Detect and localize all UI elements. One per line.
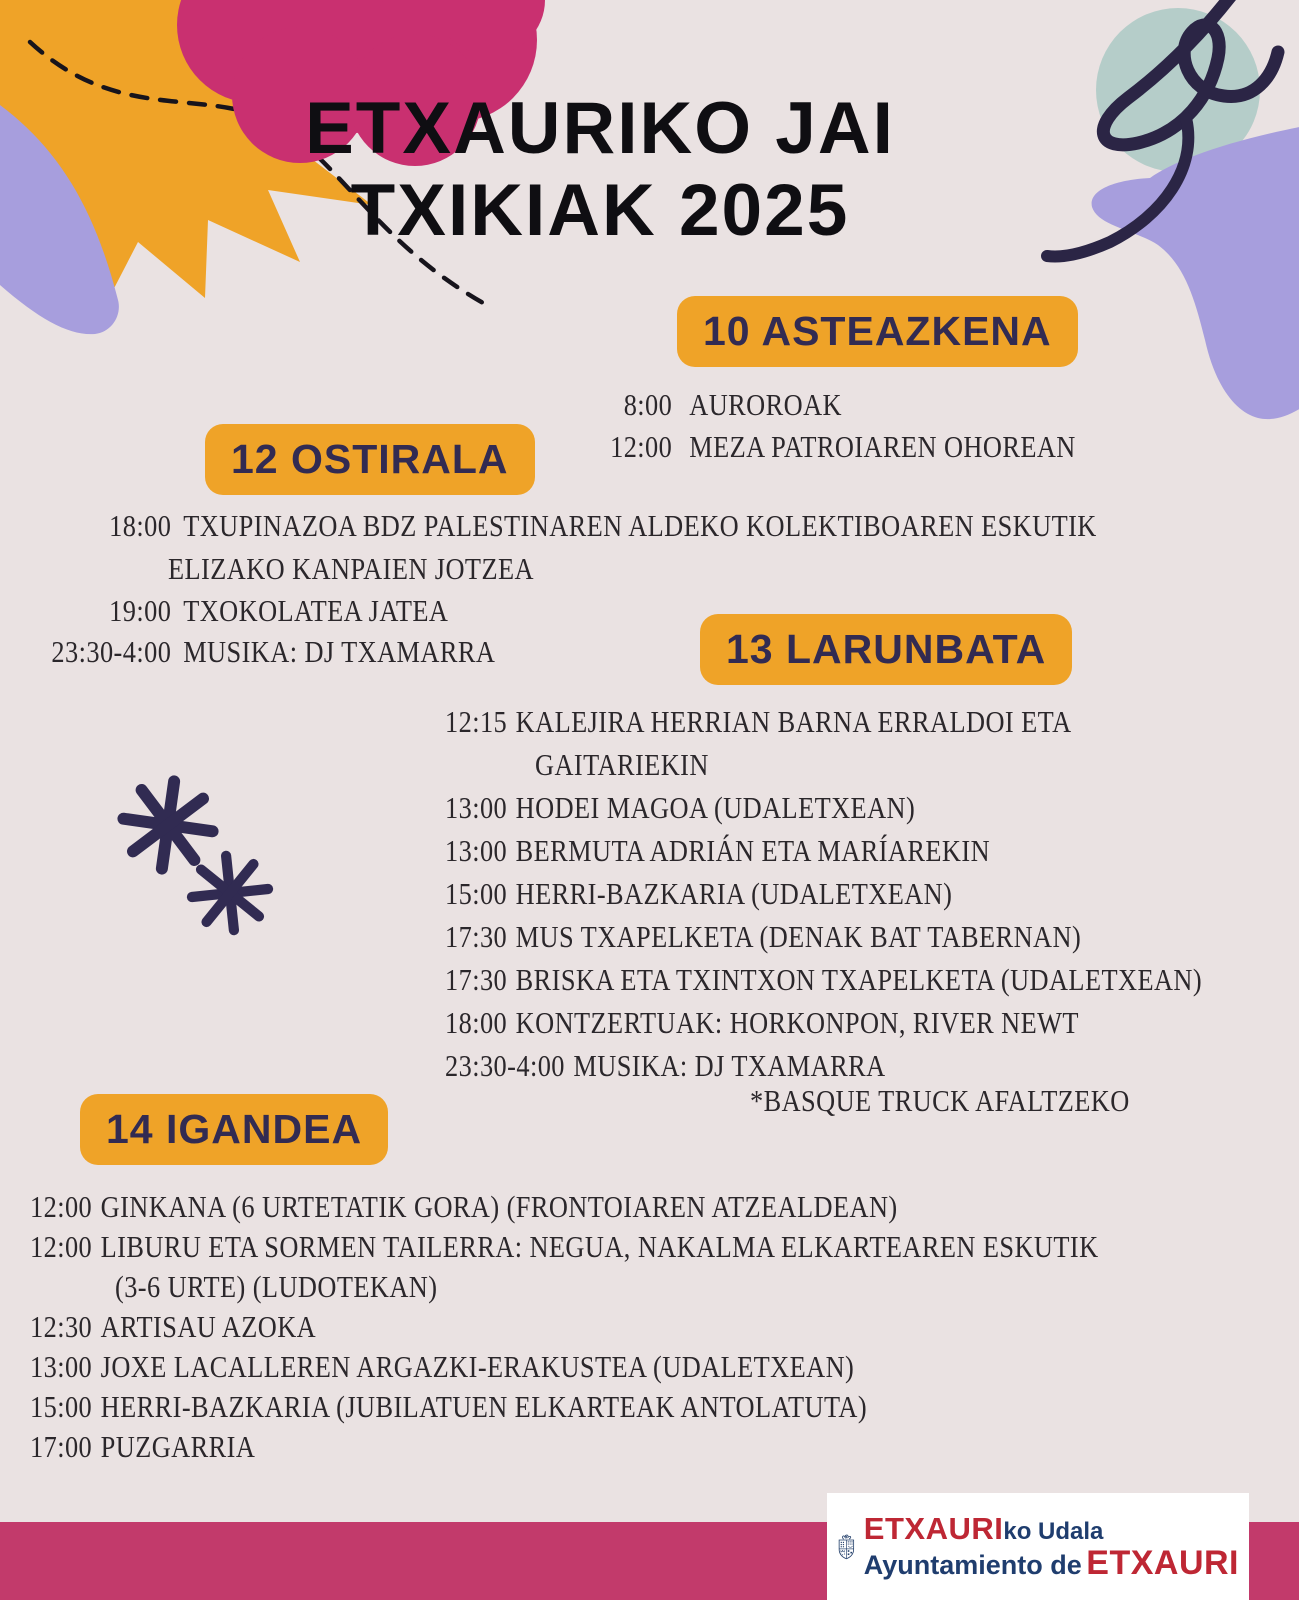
event-time: 18:00 xyxy=(109,508,172,543)
event-label: (3-6 URTE) (LUDOTEKAN) xyxy=(115,1269,438,1304)
logo-suffix-basque: ko Udala xyxy=(1003,1518,1104,1545)
event-label: MUSIKA: DJ TXAMARRA xyxy=(573,1048,886,1083)
event-label: BRISKA ETA TXINTXON TXAPELKETA (UDALETXEAN) xyxy=(515,962,1203,997)
poster-title-line2: TXIKIAK 2025 xyxy=(350,169,850,251)
event-label: ARTISAU AZOKA xyxy=(100,1309,317,1344)
event-label: BERMUTA ADRIÁN ETA MARÍAREKIN xyxy=(515,833,991,868)
event-time: 17:00 xyxy=(30,1429,93,1464)
event-row xyxy=(445,1047,886,1084)
municipality-logo xyxy=(827,1493,1249,1600)
event-label: ELIZAKO KANPAIEN JOTZEA xyxy=(168,551,534,586)
event-row xyxy=(30,1308,316,1345)
event-row-continuation xyxy=(115,1268,437,1305)
event-label: MEZA PATROIAREN OHOREAN xyxy=(689,429,1076,464)
event-time: 8:00 xyxy=(623,387,673,422)
event-time: 12:00 xyxy=(30,1189,93,1224)
event-label: HERRI-BAZKARIA (JUBILATUEN ELKARTEAK ANTOLATUTA) xyxy=(100,1389,868,1424)
event-row xyxy=(445,875,952,912)
event-row-note xyxy=(750,1082,1130,1119)
event-label: *BASQUE TRUCK AFALTZEKO xyxy=(750,1083,1130,1118)
event-row xyxy=(445,703,1072,740)
event-label: HERRI-BAZKARIA (UDALETXEAN) xyxy=(515,876,953,911)
event-label: TXUPINAZOA BDZ PALESTINAREN ALDEKO KOLEKTIBOAREN ESKUTIK xyxy=(183,508,1097,543)
event-row xyxy=(600,386,842,423)
event-label: KONTZERTUAK: HORKONPON, RIVER NEWT xyxy=(515,1005,1079,1040)
event-label: TXOKOLATEA JATEA xyxy=(183,593,449,628)
event-row xyxy=(30,1388,867,1425)
event-row-continuation xyxy=(535,746,709,783)
event-label: PUZGARRIA xyxy=(100,1429,256,1464)
event-time: 23:30-4:00 xyxy=(445,1048,565,1083)
event-row xyxy=(30,1428,255,1465)
event-time: 15:00 xyxy=(30,1389,93,1424)
logo-prefix-spanish: Ayuntamiento de xyxy=(863,1550,1082,1580)
event-row xyxy=(445,832,990,869)
event-label: GAITARIEKIN xyxy=(535,747,709,782)
event-time: 12:15 xyxy=(445,704,508,739)
day-badge-asteazkena: 10 ASTEAZKENA xyxy=(677,296,1078,367)
logo-name-spanish: ETXAURI xyxy=(1086,1544,1239,1582)
event-label: LIBURU ETA SORMEN TAILERRA: NEGUA, NAKALMA ELKARTEAREN ESKUTIK xyxy=(100,1229,1099,1264)
event-time: 19:00 xyxy=(109,593,172,628)
event-row xyxy=(445,918,1081,955)
event-time: 17:30 xyxy=(445,962,508,997)
event-row xyxy=(20,633,495,670)
poster-title-line1: ETXAURIKO JAI xyxy=(305,88,895,169)
event-time: 12:00 xyxy=(610,429,673,464)
event-row xyxy=(20,507,1097,544)
event-label: JOXE LACALLEREN ARGAZKI-ERAKUSTEA (UDALETXEAN) xyxy=(100,1349,855,1384)
event-row-continuation xyxy=(168,550,534,587)
event-row xyxy=(30,1188,898,1225)
event-time: 18:00 xyxy=(445,1005,508,1040)
event-row xyxy=(445,1004,1079,1041)
day-badge-larunbata: 13 LARUNBATA xyxy=(700,614,1072,685)
event-row xyxy=(445,961,1202,998)
event-time: 13:00 xyxy=(445,833,508,868)
event-time: 13:00 xyxy=(30,1349,93,1384)
event-label: KALEJIRA HERRIAN BARNA ERRALDOI ETA xyxy=(515,704,1072,739)
event-row xyxy=(20,592,448,629)
event-row xyxy=(445,789,915,826)
event-time: 17:30 xyxy=(445,919,508,954)
event-time: 12:00 xyxy=(30,1229,93,1264)
event-row xyxy=(30,1348,854,1385)
town-crest-shield xyxy=(837,1499,856,1595)
event-time: 15:00 xyxy=(445,876,508,911)
event-label: AUROROAK xyxy=(689,387,842,422)
event-row xyxy=(600,428,1076,465)
day-badge-igandea: 14 IGANDEA xyxy=(80,1094,388,1165)
municipality-logo-text xyxy=(864,1513,1239,1580)
event-time: 23:30-4:00 xyxy=(51,634,172,669)
day-badge-ostirala: 12 OSTIRALA xyxy=(205,424,535,495)
event-label: GINKANA (6 URTETATIK GORA) (FRONTOIAREN ATZEALDEAN) xyxy=(100,1189,898,1224)
poster-title xyxy=(140,88,1060,252)
logo-name-basque: ETXAURI xyxy=(863,1511,1004,1546)
event-label: MUSIKA: DJ TXAMARRA xyxy=(183,634,496,669)
event-time: 13:00 xyxy=(445,790,508,825)
event-label: MUS TXAPELKETA (DENAK BAT TABERNAN) xyxy=(515,919,1082,954)
event-row xyxy=(30,1228,1099,1265)
event-time: 12:30 xyxy=(30,1309,93,1344)
event-label: HODEI MAGOA (UDALETXEAN) xyxy=(515,790,916,825)
